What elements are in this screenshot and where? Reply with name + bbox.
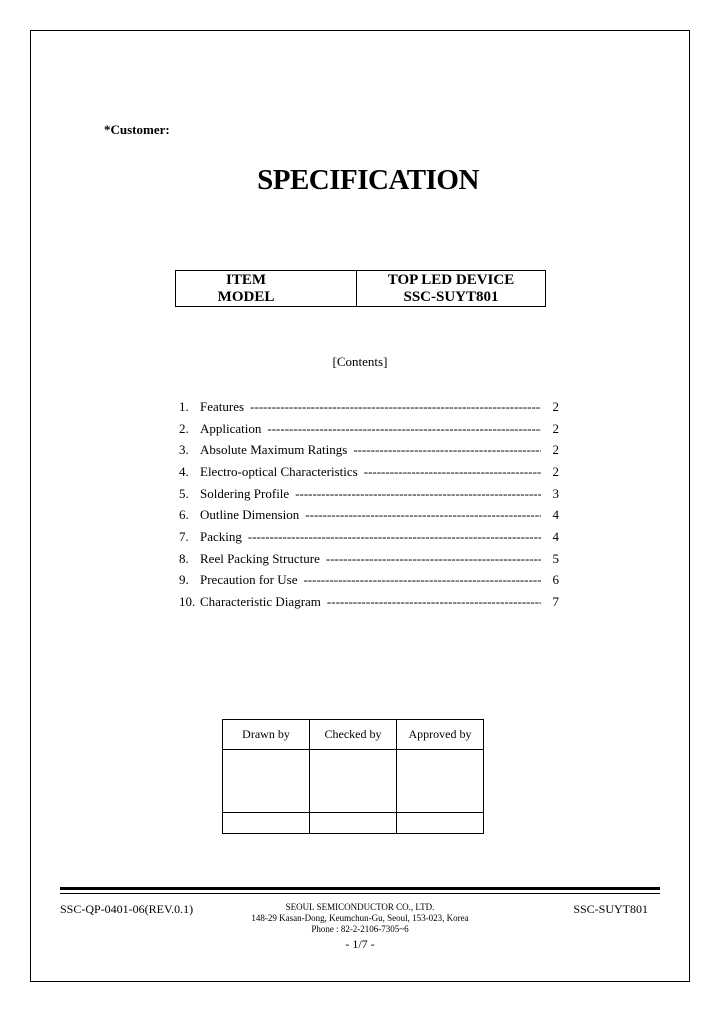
toc-item-features xyxy=(179,396,559,418)
toc-number: 3. xyxy=(179,442,189,458)
toc-page: 6 xyxy=(552,572,559,588)
toc-label: Reel Packing Structure xyxy=(200,550,320,566)
footer-doc-code: SSC-QP-0401-06(REV.0.1) xyxy=(60,902,194,916)
toc-number: 10. xyxy=(179,594,196,610)
toc-page: 4 xyxy=(552,528,559,544)
toc-item-characteristic-diagram xyxy=(179,591,559,613)
footer-model: SSC-SUYT801 xyxy=(573,902,648,916)
model-value: SSC-SUYT801 xyxy=(403,288,499,305)
toc-item-precaution-for-use xyxy=(179,570,559,592)
toc-item-outline-dimension xyxy=(179,504,559,526)
toc-number: 8. xyxy=(179,550,189,566)
approval-table xyxy=(222,719,484,834)
toc-number: 2. xyxy=(179,420,189,436)
footer-address: 148-29 Kasan-Dong, Keumchun-Gu, Seoul, 153-023, Korea xyxy=(251,913,469,923)
toc-page: 2 xyxy=(552,420,559,436)
toc-label: Application xyxy=(200,420,262,436)
item-label: ITEM xyxy=(225,271,266,288)
toc-leader xyxy=(248,529,541,545)
checked-by-date xyxy=(310,813,397,834)
approval-header-row xyxy=(223,720,484,750)
checked-by-header: Checked by xyxy=(310,720,397,750)
model-label: MODEL xyxy=(217,288,275,305)
toc-leader xyxy=(353,442,541,458)
toc-label: Characteristic Diagram xyxy=(200,594,321,610)
toc-label: Features xyxy=(200,398,245,414)
approval-date-row xyxy=(223,813,484,834)
toc-page: 2 xyxy=(552,442,559,458)
toc-number: 6. xyxy=(179,507,189,523)
approved-by-signature xyxy=(397,750,484,813)
toc-leader xyxy=(250,399,541,415)
spec-table-labels xyxy=(176,271,357,306)
approved-by-header: Approved by xyxy=(397,720,484,750)
checked-by-signature xyxy=(310,750,397,813)
toc-number: 1. xyxy=(179,398,189,414)
item-value: TOP LED DEVICE xyxy=(387,271,515,288)
toc-leader xyxy=(305,507,541,523)
toc-page: 2 xyxy=(552,398,559,414)
toc-page: 5 xyxy=(552,550,559,566)
toc-item-electro-optical-characteristics xyxy=(179,461,559,483)
toc-leader xyxy=(303,572,541,588)
toc-label: Outline Dimension xyxy=(200,507,300,523)
toc-leader xyxy=(267,421,541,437)
approval-signature-row xyxy=(223,750,484,813)
document-title: SPECIFICATION xyxy=(257,164,479,196)
toc-label: Precaution for Use xyxy=(200,572,298,588)
toc-item-soldering-profile xyxy=(179,483,559,505)
toc-label: Soldering Profile xyxy=(200,485,290,501)
footer-rule-thick xyxy=(60,887,660,890)
toc-number: 5. xyxy=(179,485,189,501)
toc-leader xyxy=(295,486,541,502)
toc-label: Absolute Maximum Ratings xyxy=(200,442,348,458)
contents-heading: [Contents] xyxy=(332,354,388,369)
footer-phone: Phone : 82-2-2106-7305~6 xyxy=(311,924,409,934)
table-of-contents xyxy=(179,396,559,613)
toc-label: Packing xyxy=(200,528,242,544)
toc-item-absolute-maximum-ratings xyxy=(179,439,559,461)
spec-table xyxy=(175,270,546,307)
spec-table-values xyxy=(357,271,545,306)
toc-item-application xyxy=(179,418,559,440)
toc-page: 7 xyxy=(552,594,559,610)
toc-leader xyxy=(327,594,541,610)
footer-company: SEOUL SEMICONDUCTOR CO., LTD. xyxy=(285,902,435,912)
toc-leader xyxy=(326,551,541,567)
toc-label: Electro-optical Characteristics xyxy=(200,463,358,479)
toc-page: 2 xyxy=(552,463,559,479)
page-number: - 1/7 - xyxy=(345,937,375,951)
toc-leader xyxy=(364,464,541,480)
toc-number: 7. xyxy=(179,528,189,544)
customer-label: *Customer: xyxy=(104,122,170,137)
drawn-by-date xyxy=(223,813,310,834)
toc-number: 4. xyxy=(179,463,189,479)
footer-rule-thin xyxy=(60,893,660,894)
toc-number: 9. xyxy=(179,572,189,588)
toc-page: 4 xyxy=(552,507,559,523)
toc-item-packing xyxy=(179,526,559,548)
drawn-by-header: Drawn by xyxy=(223,720,310,750)
toc-item-reel-packing-structure xyxy=(179,548,559,570)
approved-by-date xyxy=(397,813,484,834)
toc-page: 3 xyxy=(552,485,559,501)
drawn-by-signature xyxy=(223,750,310,813)
